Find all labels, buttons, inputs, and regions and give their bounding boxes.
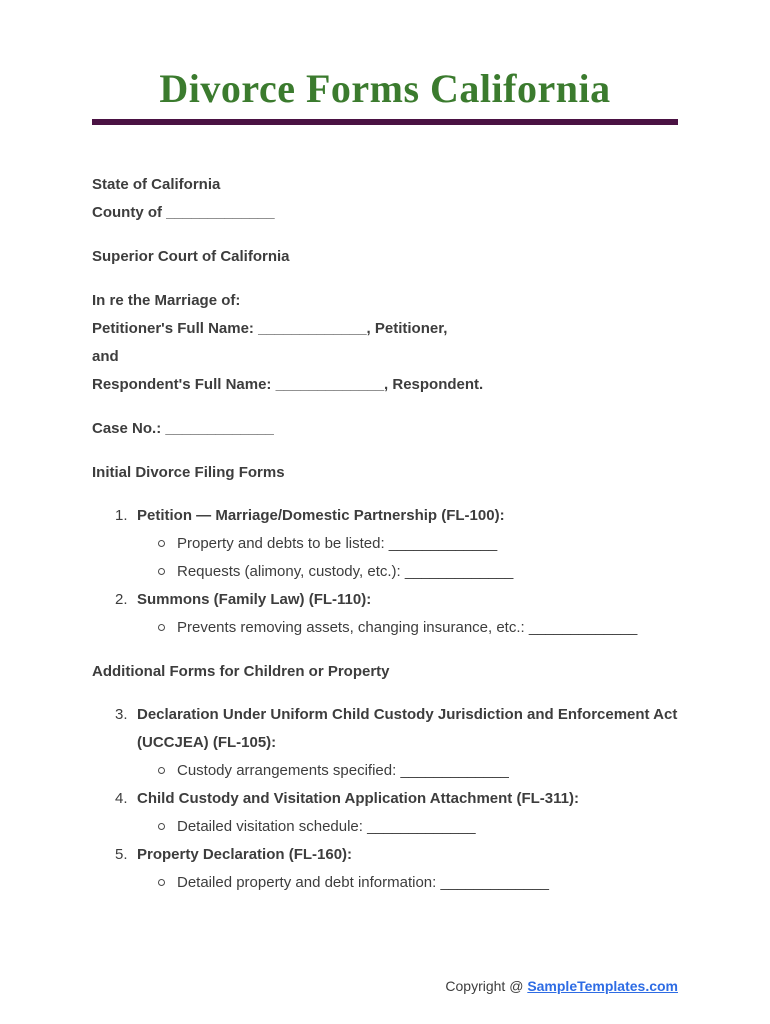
item-number: 3. — [115, 706, 128, 723]
court-line: Superior Court of California — [92, 248, 290, 265]
section-heading-initial-forms: Initial Divorce Filing Forms — [92, 464, 285, 481]
list-item-summons — [115, 586, 678, 642]
item-title: Summons (Family Law) (FL-110): — [137, 591, 372, 608]
and-line: and — [92, 348, 119, 365]
document-header — [0, 0, 770, 125]
petitioner-line: Petitioner's Full Name: _____________, Petitioner, — [92, 320, 448, 337]
item-number: 2. — [115, 591, 128, 608]
circle-bullet-icon — [158, 624, 165, 631]
item-title: Declaration Under Uniform Child Custody Jurisdiction and Enforcement Act (UCCJEA) (FL-105): — [137, 706, 678, 751]
state-county-block — [92, 171, 678, 227]
case-number-block — [92, 415, 678, 443]
bullet-item — [158, 558, 678, 586]
circle-bullet-icon — [158, 823, 165, 830]
county-line: County of _____________ — [92, 204, 275, 221]
bullet-text: Property and debts to be listed: _____________ — [177, 535, 498, 552]
bullet-item — [158, 757, 678, 785]
respondent-line: Respondent's Full Name: _____________, Respondent. — [92, 376, 484, 393]
item-number: 1. — [115, 507, 128, 524]
case-number-line: Case No.: _____________ — [92, 420, 274, 437]
bullet-item — [158, 869, 678, 897]
list-item-property-declaration — [115, 841, 678, 897]
bullet-item — [158, 813, 678, 841]
in-re-line: In re the Marriage of: — [92, 292, 241, 309]
item-number: 4. — [115, 790, 128, 807]
circle-bullet-icon — [158, 540, 165, 547]
bullet-item — [158, 614, 678, 642]
bullet-text: Requests (alimony, custody, etc.): _____________ — [177, 563, 514, 580]
circle-bullet-icon — [158, 879, 165, 886]
section-heading-additional-forms: Additional Forms for Children or Property — [92, 663, 390, 680]
bullet-text: Detailed property and debt information: _____________ — [177, 874, 549, 891]
list-item-uccjea — [115, 701, 678, 785]
page-title: Divorce Forms California — [159, 66, 611, 111]
bullet-text: Prevents removing assets, changing insurance, etc.: _____________ — [177, 619, 638, 636]
bullet-text: Detailed visitation schedule: _____________ — [177, 818, 476, 835]
court-block — [92, 243, 678, 271]
item-title: Property Declaration (FL-160): — [137, 846, 353, 863]
sampletemplates-link[interactable]: SampleTemplates.com — [527, 978, 678, 994]
list-item-petition — [115, 502, 678, 586]
item-number: 5. — [115, 846, 128, 863]
bullet-text: Custody arrangements specified: _____________ — [177, 762, 509, 779]
item-title: Petition — Marriage/Domestic Partnership (FL-100): — [137, 507, 505, 524]
additional-forms-list — [92, 701, 678, 897]
circle-bullet-icon — [158, 568, 165, 575]
state-line: State of California — [92, 176, 221, 193]
list-item-custody-visitation — [115, 785, 678, 841]
circle-bullet-icon — [158, 767, 165, 774]
marriage-block — [92, 287, 678, 399]
initial-forms-list — [92, 502, 678, 642]
item-title: Child Custody and Visitation Application Attachment (FL-311): — [137, 790, 579, 807]
title-divider — [92, 119, 678, 125]
document-body — [92, 171, 678, 897]
copyright-text: Copyright @ — [445, 978, 528, 994]
bullet-item — [158, 530, 678, 558]
footer — [445, 976, 678, 996]
